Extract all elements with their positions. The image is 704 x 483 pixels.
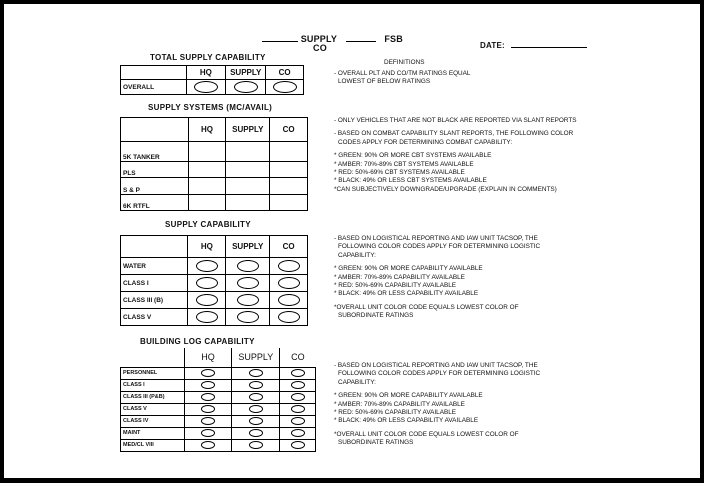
rating-oval[interactable] (249, 369, 263, 377)
rating-oval[interactable] (249, 381, 263, 389)
definition-line: * AMBER: 70%-89% CAPABILITY AVAILABLE (334, 273, 465, 281)
table-row (121, 403, 316, 415)
row-label-class-iii-pb: CLASS III (P&B) (121, 391, 185, 403)
row-label-class-v: CLASS V (121, 309, 188, 326)
date-field (480, 38, 587, 50)
supply-systems-table (120, 117, 308, 211)
table-header-row (121, 348, 316, 367)
rating-oval[interactable] (291, 405, 305, 413)
rating-oval[interactable] (194, 81, 218, 93)
definition-line: - BASED ON LOGISTICAL REPORTING AND IAW UNIT TACSOP, THE (334, 362, 538, 369)
table-row (121, 292, 308, 309)
table-header-row (121, 66, 304, 80)
rating-oval[interactable] (249, 405, 263, 413)
rating-oval[interactable] (291, 393, 305, 401)
rating-oval[interactable] (249, 429, 263, 437)
entry-cell[interactable] (226, 162, 270, 178)
definition-line: * AMBER: 70%-89% CAPABILITY AVAILABLE (334, 400, 465, 408)
rating-oval[interactable] (291, 369, 305, 377)
entry-cell[interactable] (270, 178, 308, 195)
rating-oval[interactable] (201, 405, 215, 413)
co-label: CO (313, 43, 327, 53)
row-label-pls: PLS (121, 162, 189, 178)
definition-line: * BLACK: 49% OR LESS CAPABILITY AVAILABLE (334, 290, 479, 298)
fsb-label: FSB (384, 34, 403, 44)
definition-line: * RED: 50%-69% CBT SYSTEMS AVAILABLE (334, 169, 465, 177)
rating-oval[interactable] (237, 277, 259, 289)
rating-oval[interactable] (278, 294, 300, 306)
table-row (121, 80, 304, 95)
col-supply: SUPPLY (232, 348, 280, 367)
supply-systems-title: SUPPLY SYSTEMS (MC/AVAIL) (148, 103, 273, 112)
table-row (121, 162, 308, 178)
definitions-block-supply (334, 235, 540, 321)
col-hq: HQ (184, 348, 232, 367)
definition-line: CAPABILITY: (338, 378, 376, 386)
col-supply: SUPPLY (226, 236, 270, 258)
rating-oval[interactable] (237, 260, 259, 272)
table-header-row (121, 236, 308, 258)
row-label-class-i: CLASS I (121, 275, 188, 292)
rating-oval[interactable] (249, 393, 263, 401)
date-blank[interactable] (511, 38, 587, 48)
row-label-6k-rtfl: 6K RTFL (121, 195, 189, 211)
definition-line: - BASED ON LOGISTICAL REPORTING AND IAW UNIT TACSOP, THE (334, 235, 538, 242)
definitions-block-building-log (334, 362, 540, 448)
col-hq: HQ (188, 118, 226, 142)
total-supply-title: TOTAL SUPPLY CAPABILITY (150, 53, 266, 62)
table-row (121, 195, 308, 211)
definition-line: - BASED ON COMBAT CAPABILITY SLANT REPORTS, THE FOLLOWING COLOR (334, 130, 574, 138)
definition-line: *OVERALL UNIT COLOR CODE EQUALS LOWEST COLOR OF (334, 303, 519, 311)
rating-oval[interactable] (201, 429, 215, 437)
definition-line: * GREEN: 90% OR MORE CAPABILITY AVAILABLE (334, 392, 483, 400)
rating-oval[interactable] (291, 417, 305, 425)
table-row (121, 379, 316, 391)
definition-line: * BLACK: 49% OR LESS CBT SYSTEMS AVAILABLE (334, 177, 487, 185)
building-log-title: BUILDING LOG CAPABILITY (140, 337, 255, 346)
rating-oval[interactable] (201, 441, 215, 449)
row-label-med-cl-viii: MED/CL VIII (121, 439, 185, 451)
table-row (121, 258, 308, 275)
table-row (121, 427, 316, 439)
definition-line: * GREEN: 90% OR MORE CBT SYSTEMS AVAILABLE (334, 152, 492, 160)
col-hq: HQ (186, 66, 226, 80)
rating-oval[interactable] (196, 260, 218, 272)
col-co: CO (280, 348, 316, 367)
rating-oval[interactable] (278, 311, 300, 323)
entry-cell[interactable] (270, 162, 308, 178)
entry-cell[interactable] (226, 195, 270, 211)
definition-line: *OVERALL UNIT COLOR CODE EQUALS LOWEST COLOR OF (334, 430, 519, 438)
fsb-blank[interactable] (346, 32, 376, 42)
rating-oval[interactable] (201, 381, 215, 389)
date-label: DATE: (480, 41, 505, 50)
rating-oval[interactable] (196, 277, 218, 289)
total-supply-table (120, 65, 304, 95)
entry-cell[interactable] (188, 142, 226, 162)
entry-cell[interactable] (188, 162, 226, 178)
definition-line: - OVERALL PLT AND CO/TM RATINGS EQUAL (334, 70, 471, 77)
row-label-5k-tanker: 5K TANKER (121, 142, 189, 162)
row-label-water: WATER (121, 258, 188, 275)
row-label-class-v: CLASS V (121, 403, 185, 415)
building-log-table (120, 348, 316, 452)
table-header-row (121, 118, 308, 142)
rating-oval[interactable] (249, 417, 263, 425)
definition-line: LOWEST OF BELOW RATINGS (338, 78, 431, 86)
table-row (121, 367, 316, 379)
rating-oval[interactable] (196, 294, 218, 306)
definitions-heading: DEFINITIONS (384, 59, 425, 66)
rating-oval[interactable] (201, 417, 215, 425)
row-label-maint: MAINT (121, 427, 185, 439)
table-row (121, 415, 316, 427)
definitions-block-overall (334, 70, 470, 87)
row-label-class-iii-b: CLASS III (B) (121, 292, 188, 309)
row-label-class-iv: CLASS IV (121, 415, 185, 427)
entry-cell[interactable] (226, 142, 270, 162)
rating-oval[interactable] (201, 393, 215, 401)
row-label-personnel: PERSONNEL (121, 367, 185, 379)
table-row (121, 275, 308, 292)
supply-label: SUPPLY (300, 34, 337, 44)
rating-oval[interactable] (196, 311, 218, 323)
supply-capability-table (120, 235, 308, 326)
table-row (121, 142, 308, 162)
definition-line: CAPABILITY: (338, 251, 376, 259)
col-co: CO (270, 236, 308, 258)
rating-oval[interactable] (291, 381, 305, 389)
definitions-block-combat (334, 117, 577, 194)
entry-cell[interactable] (226, 178, 270, 195)
col-co: CO (270, 118, 308, 142)
rating-oval[interactable] (201, 369, 215, 377)
definition-line: *CAN SUBJECTIVELY DOWNGRADE/UPGRADE (EXPLAIN IN COMMENTS) (334, 185, 557, 193)
row-label-overall: OVERALL (121, 80, 187, 95)
entry-cell[interactable] (188, 195, 226, 211)
rating-oval[interactable] (237, 311, 259, 323)
col-supply: SUPPLY (226, 118, 270, 142)
col-hq: HQ (188, 236, 226, 258)
rating-oval[interactable] (278, 260, 300, 272)
table-row (121, 391, 316, 403)
table-row (121, 309, 308, 326)
definition-line: * BLACK: 49% OR LESS CAPABILITY AVAILABLE (334, 417, 479, 425)
supply-blank[interactable] (262, 32, 298, 42)
rating-oval[interactable] (291, 441, 305, 449)
row-label-class-i: CLASS I (121, 379, 185, 391)
rating-oval[interactable] (291, 429, 305, 437)
supply-header (262, 32, 403, 44)
rating-oval[interactable] (234, 81, 258, 93)
definition-line: - ONLY VEHICLES THAT ARE NOT BLACK ARE REPORTED VIA SLANT REPORTS (334, 117, 577, 124)
col-co: CO (266, 66, 304, 80)
col-supply: SUPPLY (226, 66, 266, 80)
table-row (121, 178, 308, 195)
definition-line: * AMBER: 70%-89% CBT SYSTEMS AVAILABLE (334, 160, 474, 168)
rating-oval[interactable] (237, 294, 259, 306)
supply-capability-title: SUPPLY CAPABILITY (165, 220, 251, 229)
definition-line: SUBORDINATE RATINGS (338, 312, 414, 320)
rating-oval[interactable] (273, 81, 297, 93)
entry-cell[interactable] (188, 178, 226, 195)
row-label-s-and-p: S & P (121, 178, 189, 195)
definition-line: * RED: 50%-69% CAPABILITY AVAILABLE (334, 282, 457, 290)
definition-line: FOLLOWING COLOR CODES APPLY FOR DETERMINING LOGISTIC (338, 370, 541, 378)
rating-oval[interactable] (278, 277, 300, 289)
definition-line: * GREEN: 90% OR MORE CAPABILITY AVAILABLE (334, 265, 483, 273)
definition-line: CODES APPLY FOR DETERMINING COMBAT CAPABILITY: (338, 138, 513, 146)
entry-cell[interactable] (270, 142, 308, 162)
definition-line: * RED: 50%-69% CAPABILITY AVAILABLE (334, 409, 457, 417)
entry-cell[interactable] (270, 195, 308, 211)
definition-line: FOLLOWING COLOR CODES APPLY FOR DETERMINING LOGISTIC (338, 243, 541, 251)
table-row (121, 439, 316, 451)
rating-oval[interactable] (249, 441, 263, 449)
definition-line: SUBORDINATE RATINGS (338, 439, 414, 447)
